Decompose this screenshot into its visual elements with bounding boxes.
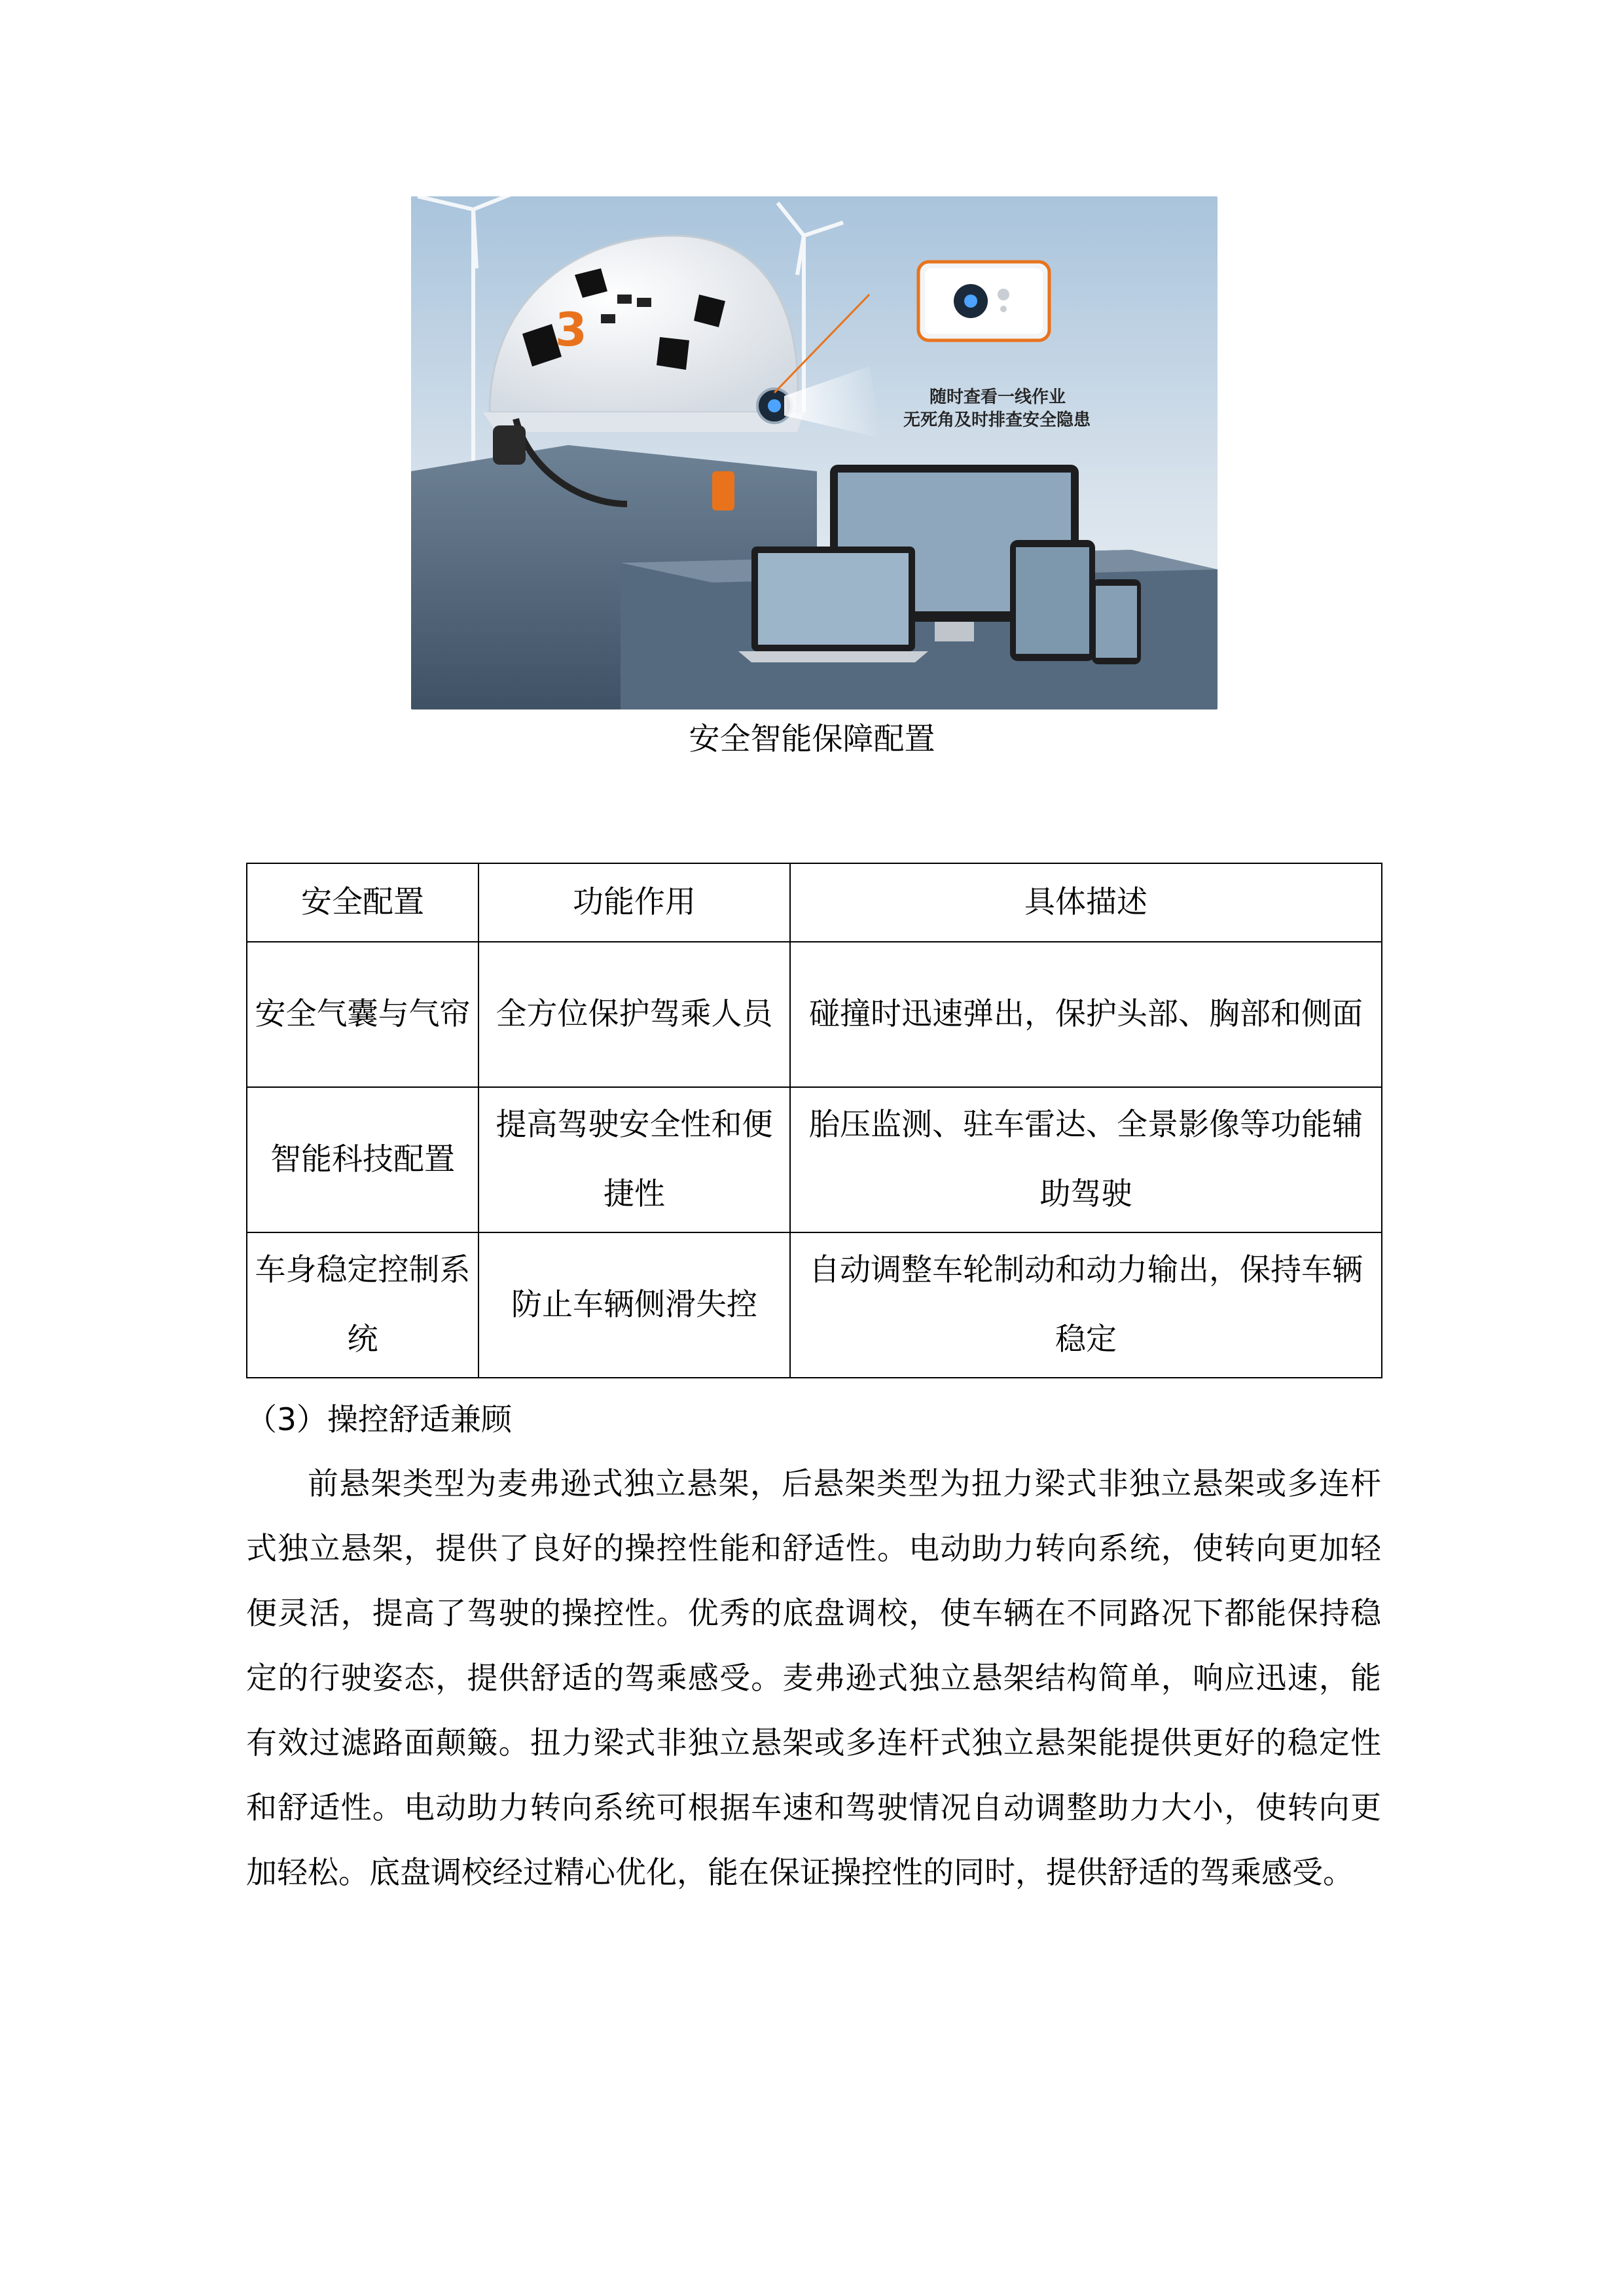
table-cell: 自动调整车轮制动和动力输出，保持车辆稳定 [790,1232,1382,1378]
table-header-row [247,863,1382,942]
table-header-cell: 安全配置 [247,863,478,942]
laptop-icon [738,547,928,662]
table-row [247,942,1382,1087]
table-cell: 碰撞时迅速弹出，保护头部、胸部和侧面 [790,942,1382,1087]
table-cell: 安全气囊与气帘 [247,942,478,1087]
table-row [247,1232,1382,1378]
overlay-text-line1: 随时查看一线作业 [929,387,1066,407]
table-cell: 提高驾驶安全性和便捷性 [478,1087,790,1232]
table-cell: 车身稳定控制系统 [247,1232,478,1378]
table-header-cell: 功能作用 [478,863,790,942]
section-heading: （3）操控舒适兼顾 [246,1402,512,1438]
helmet-logo-number: 3 [555,303,587,357]
safety-config-table [246,863,1382,1378]
table-cell: 全方位保护驾乘人员 [478,942,790,1087]
overlay-text-line2: 无死角及时排查安全隐患 [903,410,1091,430]
table-row [247,1087,1382,1232]
table-cell: 智能科技配置 [247,1087,478,1232]
section-paragraph: 前悬架类型为麦弗逊式独立悬架，后悬架类型为扭力梁式非独立悬架或多连杆式独立悬架，提供了良好的操控性能和舒适性。电动助力转向系统，使转向更加轻便灵活，提高了驾驶的操控性。优秀的底盘调校，使车辆在不同路况下都能保持稳定的行驶姿态，提供舒适的驾乘感受。麦弗逊式独立悬架结构简单，响应迅速，能有效过滤路面颠簸。扭力梁式非独立悬架或多连杆式独立悬架能提供更好的稳定性和舒适性。电动助力转向系统可根据车速和驾驶情况自动调整助力大小，使转向更加轻松。底盘调校经过精心优化，能在保证操控性的同时，提供舒适的驾乘感受。 [246,1466,1381,1891]
product-figure [411,196,1218,709]
smart-helmet-illustration [411,196,1218,709]
table-cell: 防止车辆侧滑失控 [478,1232,790,1378]
table-cell: 胎压监测、驻车雷达、全景影像等功能辅助驾驶 [790,1087,1382,1232]
phone-icon [1092,579,1141,664]
figure-caption: 安全智能保障配置 [689,721,935,757]
table-header-cell: 具体描述 [790,863,1382,942]
tablet-icon [1010,540,1095,661]
